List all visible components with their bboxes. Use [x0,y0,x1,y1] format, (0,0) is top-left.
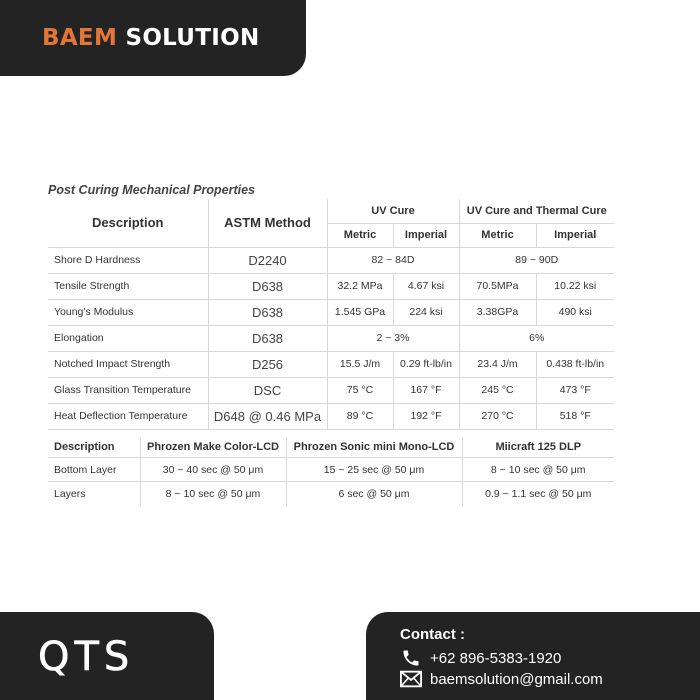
row-description: Young's Modulus [48,299,208,325]
row-astm: D638 [208,273,327,299]
row-printer-3: 8 ~ 10 sec @ 50 μm [462,458,614,482]
table-row [48,482,614,506]
row-uvt-value: 6% [459,325,614,351]
row-uvt-metric: 70.5MPa [459,273,536,299]
row-astm: D648 @ 0.46 MPa [208,403,327,429]
row-printer-1: 30 ~ 40 sec @ 50 μm [140,458,286,482]
row-description: Heat Deflection Temperature [48,403,208,429]
row-description: Glass Transition Temperature [48,377,208,403]
contact-phone[interactable] [400,648,561,668]
row-printer-2: 15 ~ 25 sec @ 50 μm [286,458,462,482]
table-header-row [48,438,614,458]
table-row [48,377,614,403]
row-uv-metric: 1.545 GPa [327,299,393,325]
header-printer-1: Phrozen Make Color-LCD [140,438,286,458]
row-uvt-imperial: 490 ksi [536,299,614,325]
header-uv-cure: UV Cure [327,199,459,223]
table-row [48,273,614,299]
header-uv-thermal-cure: UV Cure and Thermal Cure [459,199,614,223]
row-description: Notched Impact Strength [48,351,208,377]
row-uv-metric: 15.5 J/m [327,351,393,377]
header-description: Description [48,199,208,247]
table-row [48,351,614,377]
row-uv-value: 82 ~ 84D [327,247,459,273]
row-uv-imperial: 4.67 ksi [393,273,459,299]
brand-part1: BAEM [42,25,118,51]
row-uv-value: 2 ~ 3% [327,325,459,351]
contact-email[interactable] [400,669,603,689]
row-description: Layers [48,482,140,506]
row-astm: D638 [208,299,327,325]
brand-part2: SOLUTION [125,25,260,51]
row-uv-metric: 89 °C [327,403,393,429]
header-printer-3: Miicraft 125 DLP [462,438,614,458]
table-header-row [48,199,614,223]
row-description: Shore D Hardness [48,247,208,273]
phone-icon [400,648,422,668]
header-uvt-imperial: Imperial [536,223,614,247]
footer-contact-panel [366,612,700,700]
table-row [48,458,614,482]
document-title: Post Curing Mechanical Properties [48,183,255,197]
qts-logo: QTS [38,634,135,680]
properties-document [48,182,618,506]
row-uv-metric: 75 °C [327,377,393,403]
row-uvt-metric: 245 °C [459,377,536,403]
row-uv-metric: 32.2 MPa [327,273,393,299]
table-row [48,247,614,273]
row-uvt-imperial: 0.438 ft-lb/in [536,351,614,377]
row-printer-2: 6 sec @ 50 μm [286,482,462,506]
row-astm: DSC [208,377,327,403]
header-uvt-metric: Metric [459,223,536,247]
print-settings-table [48,438,614,506]
row-printer-1: 8 ~ 10 sec @ 50 μm [140,482,286,506]
row-astm: D2240 [208,247,327,273]
row-uvt-imperial: 10.22 ksi [536,273,614,299]
row-description: Tensile Strength [48,273,208,299]
header-uv-imperial: Imperial [393,223,459,247]
row-uvt-metric: 3.38GPa [459,299,536,325]
row-astm: D256 [208,351,327,377]
row-uvt-imperial: 473 °F [536,377,614,403]
row-uvt-imperial: 518 °F [536,403,614,429]
header-printer-2: Phrozen Sonic mini Mono-LCD [286,438,462,458]
row-uvt-value: 89 ~ 90D [459,247,614,273]
row-uvt-metric: 270 °C [459,403,536,429]
contact-label: Contact : [400,626,465,643]
mechanical-properties-table [48,199,614,430]
header-bar [0,0,306,76]
table-row [48,403,614,429]
phone-number: +62 896-5383-1920 [430,649,562,667]
row-uv-imperial: 0.29 ft-lb/in [393,351,459,377]
row-uv-imperial: 192 °F [393,403,459,429]
email-address: baemsolution@gmail.com [430,670,603,688]
footer-logo-panel [0,612,214,700]
table-row [48,325,614,351]
row-uvt-metric: 23.4 J/m [459,351,536,377]
row-description: Elongation [48,325,208,351]
row-uv-imperial: 167 °F [393,377,459,403]
row-printer-3: 0.9 ~ 1.1 sec @ 50 μm [485,487,592,500]
row-uv-imperial: 224 ksi [393,299,459,325]
brand-logo [42,25,260,51]
table-row [48,299,614,325]
header-description: Description [48,438,140,458]
envelope-icon [400,669,422,689]
row-description: Bottom Layer [48,458,140,482]
row-astm: D638 [208,325,327,351]
header-astm-method: ASTM Method [208,199,327,247]
header-uv-metric: Metric [327,223,393,247]
